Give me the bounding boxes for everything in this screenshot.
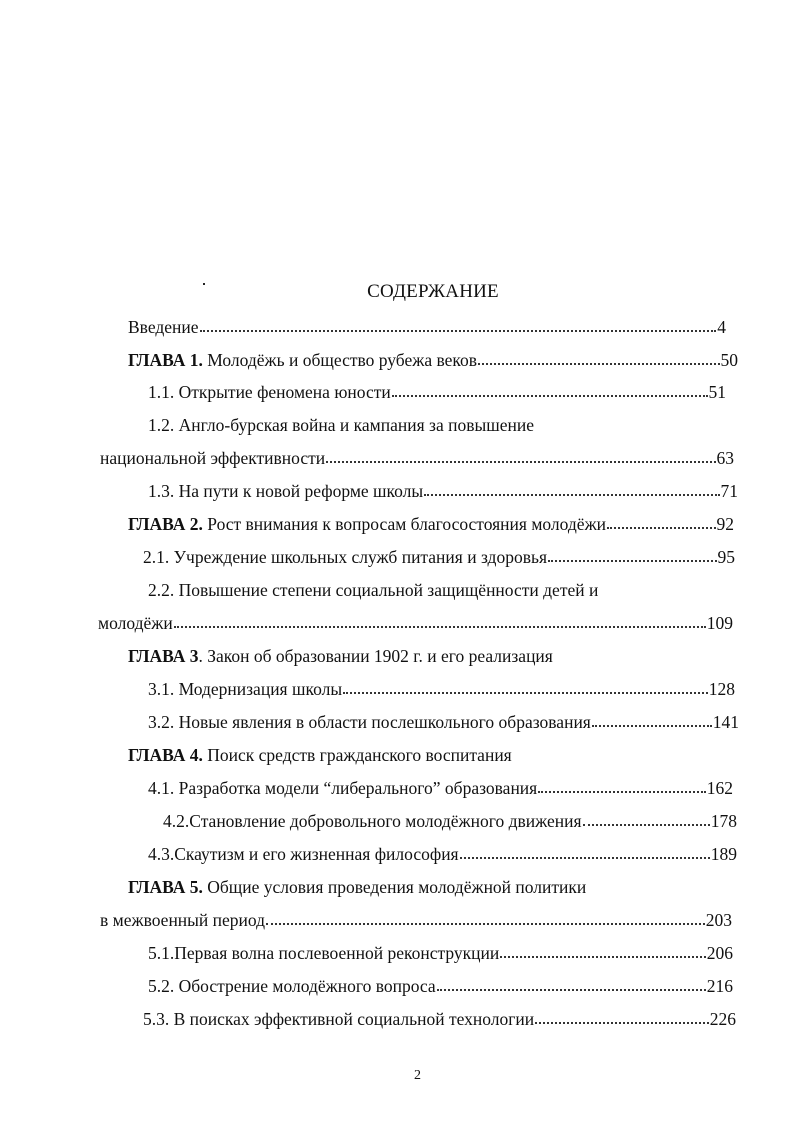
toc-entry-text xyxy=(148,414,534,436)
toc-entry-title: 5.3. В поисках эффективной социальной технологии xyxy=(143,1009,535,1029)
dot-leader xyxy=(460,857,710,859)
toc-entry-title: 5.2. Обострение молодёжного вопроса xyxy=(148,976,436,996)
toc-entry xyxy=(100,909,732,931)
toc-entry-text xyxy=(148,381,391,403)
toc-entry-text xyxy=(128,876,586,898)
dot-leader xyxy=(500,956,706,958)
toc-entry xyxy=(128,349,738,371)
dot-leader xyxy=(424,494,719,496)
chapter-label: ГЛАВА 2. xyxy=(128,514,203,534)
toc-entry-text xyxy=(143,1008,534,1030)
toc-entry xyxy=(148,381,726,403)
toc-entry-title: Рост внимания к вопросам благосостояния молодёжи xyxy=(202,514,607,534)
toc-entry-text xyxy=(148,711,591,733)
page-title: СОДЕРЖАНИЕ xyxy=(367,281,499,302)
toc-page-number: 206 xyxy=(706,943,733,963)
toc-entry xyxy=(143,1008,736,1030)
toc-entry-title: Поиск средств гражданского воспитания xyxy=(202,745,512,765)
toc-entry xyxy=(148,777,733,799)
toc-entry xyxy=(148,414,534,436)
dot-leader xyxy=(607,527,715,529)
chapter-label: ГЛАВА 3 xyxy=(128,646,199,666)
toc-entry-title: 4.2.Становление добровольного молодёжного движения xyxy=(163,811,582,831)
toc-entry-text xyxy=(98,612,173,634)
chapter-label: ГЛАВА 1. xyxy=(128,350,203,370)
toc-entry-title: 3.2. Новые явления в области послешкольного образования xyxy=(148,712,591,732)
toc-entry xyxy=(148,711,739,733)
toc-page-number: 95 xyxy=(717,547,735,567)
toc-page-number: 203 xyxy=(705,910,732,930)
toc-entry-title: национальной эффективности xyxy=(100,448,326,468)
dot-leader xyxy=(266,923,705,925)
toc-entry-text xyxy=(148,678,342,700)
toc-entry-text xyxy=(148,579,598,601)
toc-entry-title: Введение xyxy=(128,317,199,337)
toc-entry-text xyxy=(143,546,547,568)
toc-page-number: 4 xyxy=(717,317,726,337)
toc-entry-title: Молодёжь и общество рубежа веков xyxy=(202,350,478,370)
toc-entry xyxy=(148,480,738,502)
toc-page-number: 189 xyxy=(710,844,737,864)
toc-entry xyxy=(98,612,733,634)
toc-entry-text xyxy=(100,909,265,931)
toc-entry-title: Общие условия проведения молодёжной политики xyxy=(202,877,587,897)
toc-entry-text xyxy=(128,744,512,766)
toc-page-number: 178 xyxy=(710,811,737,831)
toc-entry-text xyxy=(100,447,325,469)
dot-leader xyxy=(392,395,708,397)
toc-entry-title: 1.1. Открытие феномена юности xyxy=(148,382,391,402)
toc-entry-text xyxy=(148,480,423,502)
dot-leader xyxy=(343,692,708,694)
toc-entry xyxy=(148,942,733,964)
toc-entry xyxy=(148,843,737,865)
toc-page-number: 141 xyxy=(712,712,739,732)
toc-page-number: 92 xyxy=(716,514,734,534)
toc-entry-title: 1.3. На пути к новой реформе школы xyxy=(148,481,424,501)
dot-leader xyxy=(326,461,715,463)
toc-page-number: 50 xyxy=(720,350,738,370)
toc-entry-title: 2.2. Повышение степени социальной защищённости детей и xyxy=(148,580,599,600)
toc-page-number: 162 xyxy=(706,778,733,798)
toc-entry xyxy=(148,975,733,997)
toc-entry-text xyxy=(128,513,606,535)
dot-leader xyxy=(592,725,712,727)
toc-entry-title: 5.1.Первая волна послевоенной реконструкции xyxy=(148,943,500,963)
toc-entry-title: в межвоенный период xyxy=(100,910,266,930)
toc-page-number: 109 xyxy=(706,613,733,633)
toc-page-number: 71 xyxy=(720,481,738,501)
toc-page-number: 216 xyxy=(706,976,733,996)
toc-entry-title: 4.1. Разработка модели “либерального” образования xyxy=(148,778,538,798)
toc-entry xyxy=(148,579,598,601)
dot-leader xyxy=(200,330,717,332)
toc-entry-title: молодёжи xyxy=(98,613,173,633)
toc-entry xyxy=(128,876,586,898)
toc-page-number: 128 xyxy=(708,679,735,699)
dot-leader xyxy=(538,791,706,793)
dot-leader xyxy=(174,626,706,628)
toc-entry-title: 3.1. Модернизация школы xyxy=(148,679,343,699)
toc-entry-text xyxy=(128,645,553,667)
dot-leader xyxy=(583,824,710,826)
toc-entry-title: 1.2. Англо-бурская война и кампания за повышение xyxy=(148,415,534,435)
toc-entry-text xyxy=(148,843,459,865)
dot-leader xyxy=(548,560,717,562)
toc-entry xyxy=(148,678,735,700)
toc-entry-title: 4.3.Скаутизм и его жизненная философия xyxy=(148,844,459,864)
toc-page-number: 63 xyxy=(716,448,734,468)
toc-page-number: 226 xyxy=(709,1009,736,1029)
toc-entry xyxy=(163,810,737,832)
toc-entry-text xyxy=(148,777,537,799)
toc-entry xyxy=(128,513,734,535)
toc-entry-text xyxy=(148,942,499,964)
dot-leader xyxy=(535,1022,709,1024)
page-number: 2 xyxy=(414,1068,421,1083)
toc-entry-title: 2.1. Учреждение школьных служб питания и здоровья xyxy=(143,547,547,567)
toc-entry-text xyxy=(128,349,477,371)
chapter-label: ГЛАВА 5. xyxy=(128,877,203,897)
chapter-label: ГЛАВА 4. xyxy=(128,745,203,765)
toc-entry-text xyxy=(128,316,199,338)
toc-entry xyxy=(128,744,512,766)
toc-page-number: 51 xyxy=(708,382,726,402)
toc-entry xyxy=(100,447,734,469)
toc-entry xyxy=(128,316,726,338)
toc-entry xyxy=(128,645,553,667)
toc-entry-title: . Закон об образовании 1902 г. и его реализация xyxy=(198,646,553,666)
dot-leader xyxy=(437,989,706,991)
toc-entry-text xyxy=(148,975,436,997)
toc-entry-text xyxy=(163,810,582,832)
dot-leader xyxy=(478,363,719,365)
toc-entry xyxy=(143,546,735,568)
